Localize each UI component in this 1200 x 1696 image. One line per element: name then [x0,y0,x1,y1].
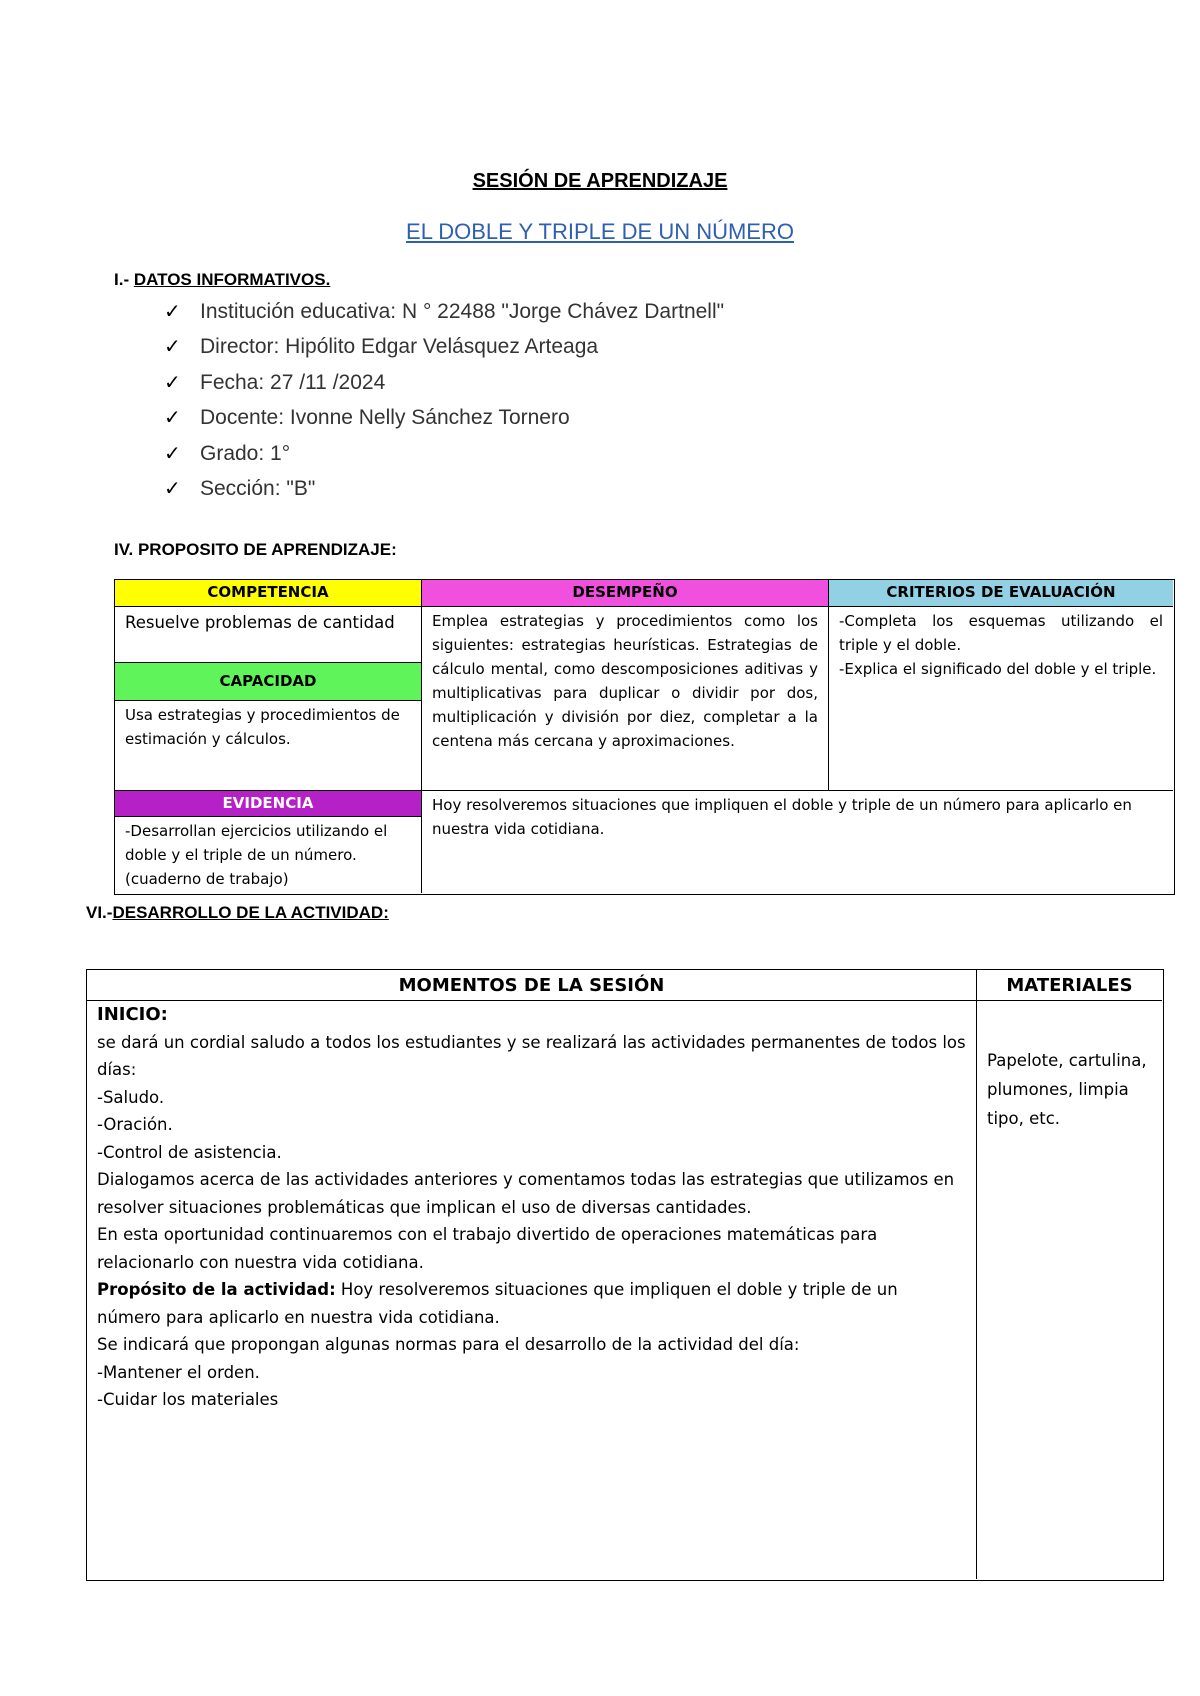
info-item-seccion [164,471,724,506]
info-item-grado [164,436,724,471]
section-datos-heading [114,270,330,290]
check-icon: ✓ [164,407,181,430]
evidencia-text: -Desarrollan ejercicios utilizando el doble y el triple de un número. (cuaderno de trabajo) [115,817,422,893]
activity-line: -Saludo. [97,1087,165,1107]
momentos-body [87,1001,977,1579]
competencia-header: COMPETENCIA [115,580,422,607]
info-item-fecha [164,365,724,400]
info-item-docente [164,400,724,435]
info-item-text: Sección: "B" [200,476,316,500]
section-desarrollo-heading [86,903,389,923]
activity-line: -Mantener el orden. [97,1362,260,1382]
check-icon: ✓ [164,477,181,500]
proposito-paragraph [97,1276,966,1331]
info-item-text: Docente: Ivonne Nelly Sánchez Tornero [200,406,570,430]
activity-line: -Cuidar los materiales [97,1390,279,1409]
inicio-label: INICIO: [97,1004,168,1025]
section-title: DATOS INFORMATIVOS. [133,270,331,289]
activity-line: Dialogamos acerca de las actividades anteriores y comentamos todas las estrategias que utilizamos en resolver situaciones problemáticas que implican el uso de diversas cantidades. [97,1170,955,1217]
capacidad-header: CAPACIDAD [115,663,422,701]
check-icon: ✓ [164,442,181,465]
activity-line: -Control de asistencia. [97,1142,282,1162]
info-item-text: Grado: 1° [200,441,291,465]
momentos-header: MOMENTOS DE LA SESIÓN [87,970,977,1001]
proposito-text: Hoy resolveremos situaciones que impliquen el doble y triple de un número para aplicarlo en nuestra vida cotidiana. [432,796,1132,838]
document-subtitle: EL DOBLE Y TRIPLE DE UN NÚMERO [406,219,794,244]
purpose-table [114,579,1175,895]
check-icon: ✓ [164,371,181,394]
check-icon: ✓ [164,336,181,359]
proposito-activity-text: Hoy resolveremos situaciones que impliquen el doble y triple de un número para aplicarlo en nuestra vida cotidiana. [97,1280,898,1327]
info-item-institucion [164,294,724,329]
section-proposito-heading: IV. PROPOSITO DE APRENDIZAJE: [114,540,397,559]
section-number: VI.- [86,903,113,922]
criterios-header: CRITERIOS DE EVALUACIÓN [829,580,1173,607]
section-title: DESARROLLO DE LA ACTIVIDAD: [112,903,389,922]
desempeno-header: DESEMPEÑO [422,580,829,607]
desempeno-text: Emplea estrategias y procedimientos como los siguientes: estrategias heurísticas. Estrategias de cálculo mental, como descomposiciones aditivas y multiplicativas para duplicar o dividir por dos, multiplicación y división por diez, completar a la centena más cercana y aproximaciones. [422,607,829,791]
info-item-director [164,329,724,364]
section-number: I.- [114,270,130,289]
materiales-header: MATERIALES [977,970,1162,1001]
check-icon: ✓ [164,301,181,323]
activity-line: En esta oportunidad continuaremos con el trabajo divertido de operaciones matemáticas para relacionarlo con nuestra vida cotidiana. [97,1225,878,1272]
info-item-text: Fecha: 27 /11 /2024 [200,370,386,394]
competencia-text: Resuelve problemas de cantidad [115,607,422,663]
evidencia-header: EVIDENCIA [115,791,422,817]
activity-line: Se indicará que propongan algunas normas para el desarrollo de la actividad del día: [97,1335,800,1354]
activity-line: -Oración. [97,1115,173,1134]
materiales-text: Papelote, cartulina, plumones, limpia tipo, etc. [987,1051,1147,1128]
capacidad-text: Usa estrategias y procedimientos de estimación y cálculos. [115,701,422,791]
proposito-label: Propósito de la actividad: [97,1280,336,1299]
criterios-cell [829,607,1173,791]
activity-line: se dará un cordial saludo a todos los estudiantes y se realizará las actividades permanentes de todos los días: [97,1032,966,1079]
info-item-text: Institución educativa: N ° 22488 "Jorge Chávez Dartnell" [200,300,725,323]
criterio-item: -Explica el significado del doble y el triple. [839,660,1157,678]
info-item-text: Director: Hipólito Edgar Velásquez Arteaga [200,335,599,359]
info-list [164,294,724,506]
document-title: SESIÓN DE APRENDIZAJE [472,170,728,192]
activity-table [86,969,1164,1581]
criterio-item: -Completa los esquemas utilizando el triple y el doble. [839,612,1163,654]
